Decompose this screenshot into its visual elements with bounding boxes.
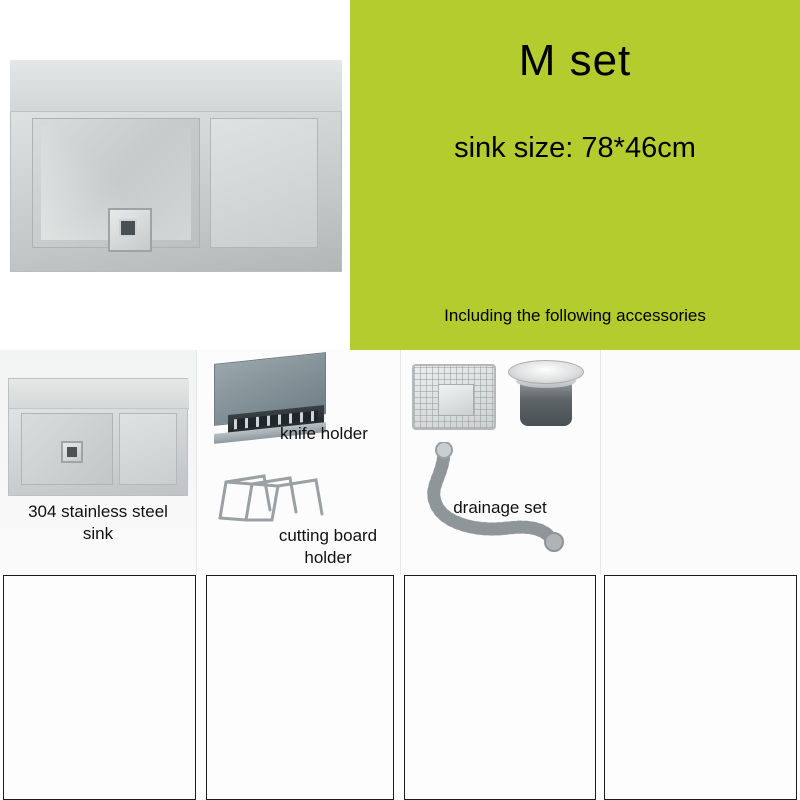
- hero-section: [0, 0, 800, 350]
- caption-knife-holder: knife holder: [280, 424, 368, 443]
- sink-basin-right: [210, 118, 318, 248]
- square-drain-icon: [108, 208, 152, 252]
- hero-note: Including the following accessories: [444, 306, 706, 325]
- mini-basin-right: [119, 413, 177, 485]
- accessory-cell-holders: [196, 350, 400, 575]
- mini-sink-image: [8, 378, 188, 496]
- bottom-panel-1: [3, 575, 196, 800]
- strip-divider-3: [600, 350, 601, 575]
- hero-subtitle: sink size: 78*46cm: [454, 132, 696, 164]
- main-sink-image: [10, 60, 342, 272]
- mini-sink-deck: [9, 379, 189, 409]
- hose-icon: [422, 442, 582, 552]
- accessory-cell-sink: [0, 350, 196, 575]
- accessory-strip: [0, 350, 800, 575]
- cutting-board-holder-image: [212, 470, 324, 522]
- strip-divider-2: [400, 350, 401, 575]
- bottom-panel-4: [604, 575, 797, 800]
- strip-divider-1: [196, 350, 197, 575]
- drain-hose-image: [422, 442, 582, 552]
- drain-basket-top: [508, 360, 584, 384]
- accessory-cell-empty: [600, 350, 800, 575]
- hero-title: M set: [518, 36, 632, 85]
- mini-square-drain-icon: [61, 441, 83, 463]
- caption-sink-line2: sink: [82, 524, 114, 543]
- strainer-plate-icon: [412, 364, 496, 430]
- bottom-panel-2: [206, 575, 394, 800]
- wire-frame-icon: [212, 470, 324, 522]
- caption-sink-line1: 304 stainless steel: [28, 502, 168, 521]
- bottom-panel-3: [404, 575, 596, 800]
- bottom-panels: [0, 575, 800, 800]
- caption-drainage-set: drainage set: [453, 498, 547, 517]
- drain-basket-image: [508, 360, 584, 436]
- caption-cutting-board-line2: holder: [304, 548, 352, 567]
- caption-cutting-board-line1: cutting board: [278, 526, 378, 545]
- sink-deck-shape: [10, 60, 342, 112]
- accessory-cell-drainage: [400, 350, 600, 575]
